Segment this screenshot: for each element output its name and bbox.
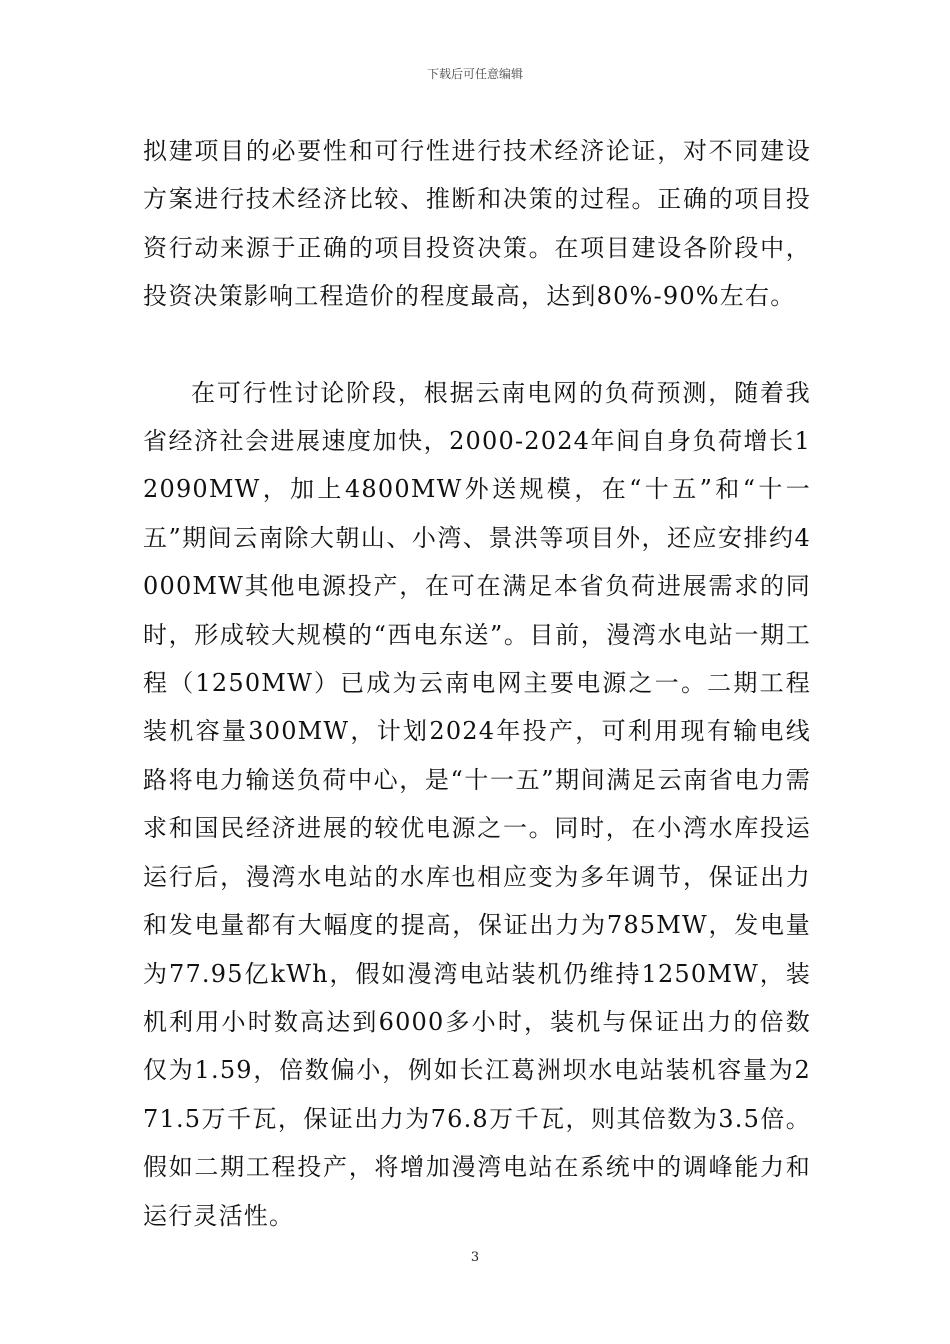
document-body — [143, 127, 811, 1240]
paragraph-spacer — [143, 321, 811, 369]
page-number: 3 — [470, 1250, 480, 1265]
paragraph-investment-decision: 拟建项目的必要性和可行性进行技术经济论证，对不同建设方案进行技术经济比较、推断和决策的过程。正确的项目投资行动来源于正确的项目投资决策。在项目建设各阶段中，投资决策影响工程造价的程度最高，达到80%-90%左右。 — [143, 137, 811, 311]
paragraph-feasibility-study: 在可行性讨论阶段，根据云南电网的负荷预测，随着我省经济社会进展速度加快，2000-2024年间自身负荷增长12090MW，加上4800MW外送规模，在“十五”和“十一五”期间云南除大朝山、小湾、景洪等项目外，还应安排约4000MW其他电源投产，在可在满足本省负荷进展需求的同时，形成较大规模的“西电东送”。目前，漫湾水电站一期工程（1250MW）已成为云南电网主要电源之一。二期工程装机容量300MW，计划2024年投产，可利用现有输电线路将电力输送负荷中心，是“十一五”期间满足云南省电力需求和国民经济进展的较优电源之一。同时，在小湾水库投运运行后，漫湾水电站的水库也相应变为多年调节，保证出力和发电量都有大幅度的提高，保证出力为785MW，发电量为77.95亿kWh，假如漫湾电站装机仍维持1250MW，装机利用小时数高达到6000多小时，装机与保证出力的倍数仅为1.59，倍数偏小，例如长江葛洲坝水电站装机容量为271.5万千瓦，保证出力为76.8万千瓦，则其倍数为3.5倍。假如二期工程投产，将增加漫湾电站在系统中的调峰能力和运行灵活性。 — [143, 378, 811, 1230]
page-header: 下载后可任意编辑 — [426, 67, 523, 81]
